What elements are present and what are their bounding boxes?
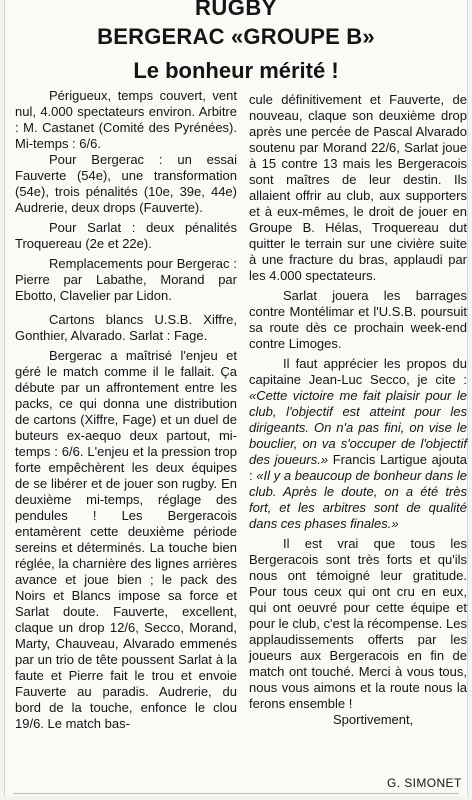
lartigue-intro: Francis Lartigue ajouta :: [249, 452, 467, 483]
author-signature: G. SIMONET: [387, 776, 462, 790]
subheadline: Le bonheur mérité !: [133, 58, 339, 83]
lartigue-quote: «Il y a beaucoup de bonheur dans le club. Après le doute, on a été très fort, et les arbitres sont de qualité dans ces phases finales.»: [249, 468, 467, 531]
newspaper-clipping: [4, 0, 468, 796]
substitutions: Remplacements pour Bergerac : Pierre par Labathe, Morand par Ebotto, Clavelier par Lidon.: [15, 256, 237, 303]
section-title: RUGBY: [195, 0, 277, 20]
closing-paragraph: Il est vrai que tous les Bergeracois sont très forts et qu'ils nous ont témoigné leur gratitude. Pour tous ceux qui ont cru en eux, qui ont oeuvré pour cette équipe et pour le club, c'est la récompense. Les applaudissements offerts par les joueurs aux Bergeracois en fin de match ont touché. Merci à vous tous, nous vous aimons et la route nous la ferons ensemble !: [249, 536, 467, 711]
next-fixtures: Sarlat jouera les barrages contre Montélimar et l'U.S.B. poursuit sa route dès ce prochain week-end contre Limoges.: [249, 288, 467, 351]
left-column: [15, 88, 237, 732]
sign-off: Sportivement,: [333, 712, 414, 727]
match-report-continued: cule définitivement et Fauverte, de nouveau, claque son deuxième drop après une percée de Pascal Alvarado soutenu par Morand 22/6, Sarlat joue à 15 contre 13 mais les Bergeracois sont maîtres de leur destin. Ils allaient offrir au club, aux supporters et à eux-mêmes, le droit de jouer en Groupe B. Hélas, Troquereau dut quitter le terrain sur une civière suite à une fracture du bras, applaudi par les 4.000 spectateurs.: [249, 92, 467, 283]
captain-intro: [249, 356, 467, 532]
sarlat-scoring: Pour Sarlat : deux pénalités Troquereau (2e et 22e).: [15, 220, 237, 251]
right-column: [249, 92, 467, 728]
white-cards: Cartons blancs U.S.B. Xiffre, Gonthier, Alvarado. Sarlat : Fage.: [15, 312, 237, 343]
bergerac-scoring: Pour Bergerac : un essai Fauverte (54e), une transformation (54e), trois pénalités (10e, 39e, 44e) Audrerie, deux drops (Fauverte).: [15, 152, 237, 215]
captain-intro-text: Il faut apprécier les propos du capitaine Jean-Luc Secco, je cite :: [249, 356, 467, 387]
match-report: Bergerac a maîtrisé l'enjeu et géré le match comme il le fallait. Ça débute par un affrontement entre les packs, ce qui donna une distribution de cartons (Xiffre, Fage) et un duel de buteurs ex-aequo deux partout, mi-temps : 6/6. L'enjeu et la pression trop forte empêchèrent les deux équipes de se libérer et de jouer son rugby. En deuxième mi-temps, réglage des pendules ! Les Bergeracois entamèrent cette deuxième période sereins et déterminés. La touche bien réglée, la charnière des lignes arrières avance et joue bien ; le pack des Noirs et Blancs impose sa force et Sarlat doute. Fauverte, excellent, claque un drop 12/6, Secco, Morand, Marty, Chauveau, Alvarado emmenés par un trio de tête poussent Sarlat à la faute et Pierre fait le trou et envoie Fauverte au paradis. Audrerie, du bord de la touche, enfonce le clou 19/6. Le match bas-: [15, 348, 237, 731]
match-facts: Périgueux, temps couvert, vent nul, 4.000 spectateurs environ. Arbitre : M. Castanet (Comité des Pyrénées). Mi-temps : 6/6.: [15, 88, 237, 151]
headline: BERGERAC «GROUPE B»: [97, 24, 375, 49]
captain-quote: «Cette victoire me fait plaisir pour le club, l'objectif est atteint pour les dirigeants. On n'a pas fini, on vise le bouclier, on va s'occuper de l'objectif des joueurs.»: [249, 388, 467, 467]
bottom-rule: [13, 793, 459, 794]
